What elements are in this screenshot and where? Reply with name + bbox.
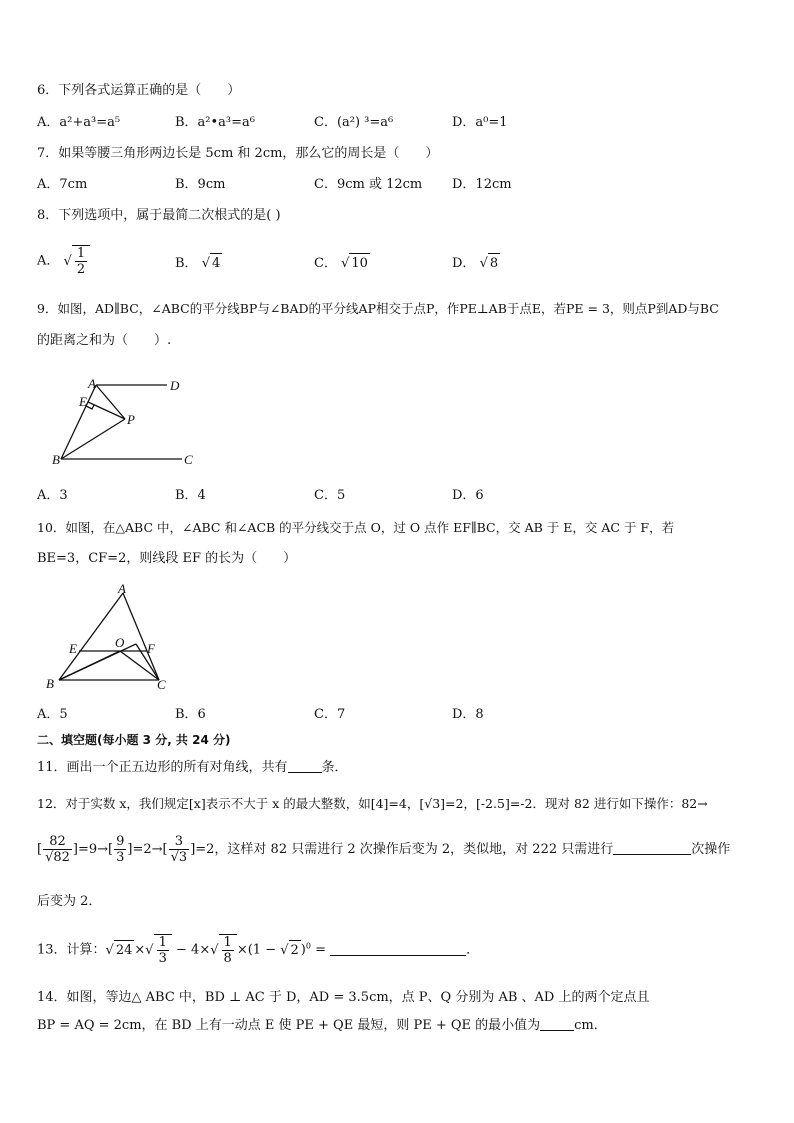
sqrt-fraction: √ $\frac{1}{2}$: [64, 245, 91, 277]
q13-answer-blank: [330, 941, 466, 956]
q8-option-b: B． √ 4: [175, 253, 222, 274]
q9-label-e: E: [79, 394, 87, 409]
q10-option-c: C．7: [314, 707, 346, 722]
q12-frac3: $\frac{3}{√3}$: [170, 834, 188, 865]
q14-line1: 14．如图，等边△ ABC 中，BD ⊥ AC 于 D，AD = 3.5cm，点 P、Q 分别为 AB 、AD 上的两个定点且: [37, 990, 650, 1005]
q10-option-b: B．6: [175, 707, 206, 722]
q10-figure: [40, 578, 185, 693]
q6-option-a: A．a²+a³=a⁵: [37, 115, 121, 130]
q9-label-b: B: [52, 452, 60, 467]
q6-option-b: B．a²•a³=a⁶: [175, 115, 255, 130]
q9-stem-line1: 9．如图，AD∥BC，∠ABC的平分线BP与∠BAD的平分线AP相交于点P，作PE⊥AB于点E，若PE = 3，则点P到AD与BC: [37, 301, 719, 316]
q10-option-a: A．5: [37, 707, 68, 722]
q9-label-p: P: [127, 412, 135, 427]
q7-stem: 7．如果等腰三角形两边长是 5cm 和 2cm，那么它的周长是（ ）: [37, 146, 439, 161]
q9-label-d: D: [170, 378, 180, 393]
q10-label-a: A: [118, 581, 126, 596]
q8-option-d: D． √ 8: [452, 253, 500, 274]
q12-line1: 12．对于实数 x，我们规定[x]表示不大于 x 的最大整数，如[4]=4，[√3]=2，[-2.5]=-2．现对 82 进行如下操作：82→: [37, 796, 708, 811]
q6-stem: 6．下列各式运算正确的是（ ）: [37, 83, 241, 98]
q9-option-d: D．6: [452, 488, 484, 503]
q10-stem-line2: BE=3，CF=2，则线段 EF 的长为（ ）: [37, 551, 297, 566]
q9-label-c: C: [184, 452, 193, 467]
q9-option-b: B．4: [175, 488, 206, 503]
q10-label-e: E: [69, 641, 77, 656]
q8-option-c: C． √ 10: [314, 253, 370, 274]
q9-option-a: A．3: [37, 488, 68, 503]
q7-option-a: A．7cm: [37, 177, 88, 192]
q7-option-d: D．12cm: [452, 177, 512, 192]
q12-frac2: $\frac{9}{3}$: [116, 834, 125, 865]
q14-line2: BP = AQ = 2cm，在 BD 上有一动点 E 使 PE + QE 最短，则 PE + QE 的最小值为 cm．: [37, 1018, 607, 1033]
section-heading: 二、填空题(每小题 3 分, 共 24 分): [37, 733, 231, 747]
q11: 11．画出一个正五边形的所有对角线，共有 条．: [37, 760, 348, 775]
q12-answer-blank: [613, 840, 691, 855]
q9-figure: [45, 372, 210, 472]
q9-option-c: C．5: [314, 488, 346, 503]
q13: 13．计算：√ 24 ×√ $\frac{1}{3}$ − 4×√ $\frac{1}{8}$ ×(1 − √ 2 )$^0$ = ．: [37, 935, 480, 966]
q10-label-f: F: [147, 641, 155, 656]
q6-option-c: C．(a²) ³=a⁶: [314, 115, 394, 130]
q7-option-b: B．9cm: [175, 177, 226, 192]
q9-stem-line2: 的距离之和为（ ）.: [37, 333, 172, 348]
q9-label-a: A: [88, 376, 96, 391]
q12-frac1: $\frac{82}{√82}$: [45, 834, 70, 865]
q12-line2: [ $\frac{82}{√82}$ ]=9→[ $\frac{9}{3}$ ]=2→[ $\frac{3}{√3}$ ]=2，这样对 82 只需进行 2 次操作后变为 2，类似地，对 222 只需进行 次操作: [37, 834, 731, 865]
q10-label-b: B: [46, 676, 54, 691]
q14-answer-blank: [540, 1016, 574, 1031]
q10-stem-line1: 10．如图，在△ABC 中，∠ABC 和∠ACB 的平分线交于点 O，过 O 点作 EF∥BC，交 AB 于 E，交 AC 于 F，若: [37, 520, 675, 535]
q10-option-d: D．8: [452, 707, 484, 722]
q8-option-a: A． √ $\frac{1}{2}$: [37, 245, 90, 277]
q10-label-o: O: [115, 635, 125, 650]
q10-label-c: C: [157, 677, 166, 692]
q12-line3: 后变为 2．: [37, 894, 102, 909]
q11-answer-blank: [288, 758, 322, 773]
q6-option-d: D．a⁰=1: [452, 115, 508, 130]
q8-stem: 8．下列选项中，属于最简二次根式的是( ): [37, 208, 281, 223]
q7-option-c: C．9cm 或 12cm: [314, 177, 423, 192]
